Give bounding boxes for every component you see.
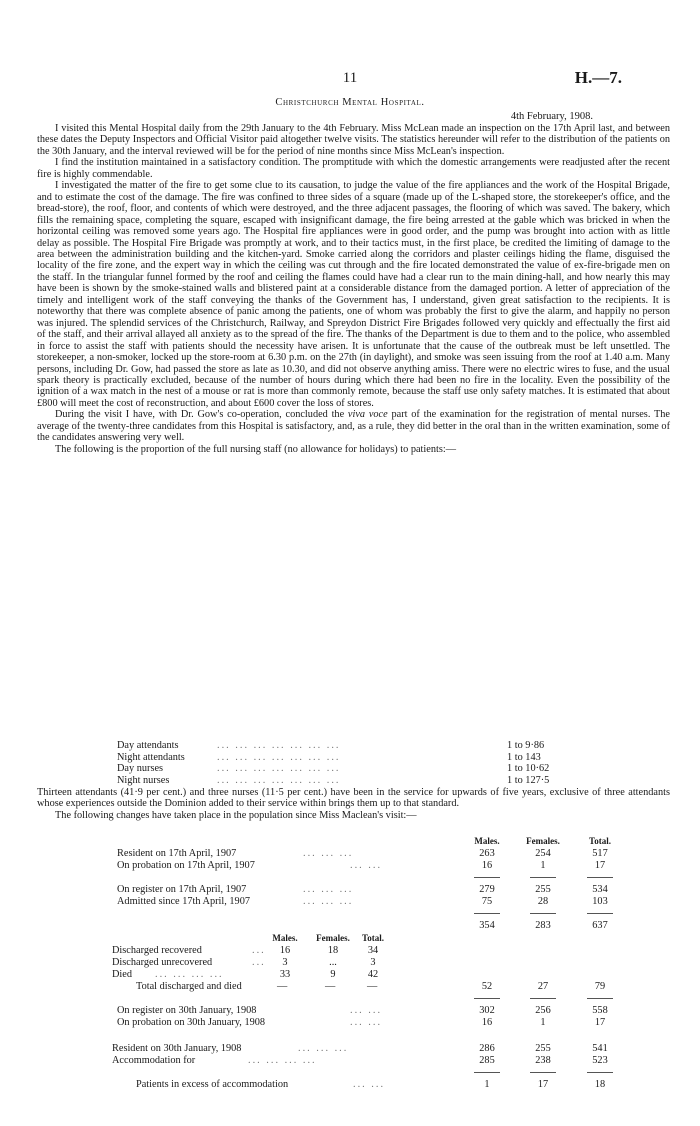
- row-label: Resident on 30th January, 1908: [112, 1043, 242, 1054]
- cell-total: 42: [367, 969, 379, 980]
- ratio-value: 1 to 10·62: [507, 763, 550, 774]
- rule: [474, 913, 500, 914]
- document-page: 11 H.—7. Christchurch Mental Hospital. 4th February, 1908. I visited this Mental Hospital daily from the 29th January to the 4th February. Miss McLean made an inspection on the 17th April last, and between these dates the Deputy Inspectors and Official Visitor paid altogether twelve visits. The statistics hereunder will refer to the distribution of the patients on the 30th January, and the interval reviewed will be for the period of nine months since Miss McLean's inspection. I find the institution maintained in a satisfactory condition. The promptitude with which the domestic arrangements were readjusted after the recent fire is highly commendable. I investigated the matter of the fire to get some clue to its causation, to judge the value of the fire appliances and the work of the Hospital Brigade, and to estimate the cost of the damage. The fire was confined to three sides of a square (made up of the L-shaped store, the storekeeper's office, and the bread-store), the roof, floor, and contents of which were destroyed, and the three adjacent passages, the flooring of which was saved. The bakery, which fills the remaining space, completing the square, escaped with insignificant damage, the fire being arrested at the gable which was bricked in when the horizontal ceiling was removed some years ago. The Hospital fire appliances were in good order, and the pump was brought into action with as little delay as possible. The Hospital Fire Brigade was promptly at work, and to their tactics must, in the first place, be credited the limiting of damage to the area between the administration building and the kitchen-yard. Smoke carried along the corridors and plaster ceilings hiding the flame, disguised the locality of the fire zone, and the expert way in which the ceiling was cut through and the fire located demonstrated the value of ex-fire-brigade men on the staff. In the triangular funnel formed by the roof and ceiling the flames could have had a clear run to the main dining-hall, and how nearly this may have been is shown by the smoke-stained walls and blistered paint at a considerable distance from the damaged portion. A letter of appreciation of the timely and intelligent work of the staff conveying the thanks of the Government has, I understand, given great satisfaction to the recipients. It is noteworthy that there was complete absence of panic among the patients, one of whom was probably the first to give the alarm, and happily no person was injured. The splendid services of the Christchurch, Railway, and Spreydon District Fire Brigades followed very quickly and effectually the first aid of the staff, and their arrival allayed all anxiety as to the spread of the fire. The thanks of the Department is due to them and to the police, who assembled in force to assist the staff with patients should the necessity have arisen. It is unfortunate that the cause of the outbreak must be left unsettled. The storekeeper, a non-smoker, locked up the store-room at 6.30 p.m. on the 27th (in daylight), and smoke was seen issuing from the roof at 1.40 a.m. Many persons, including Dr. Gow, had passed the store as late as 10.30, and did not observe anything amiss. There were no electric wires to fuse, and the usual spark theory is practically excluded, because of the number of hours during which there had been no fire in the locality. Even the possibility of the ignition of a wax match in the nest of a mouse or rat is more than commonly remote, because the staff use only safety matches. It is estimated that about £800 will meet the cost of reconstruction, and about £600 cover the loss of stores. During the visit I have, with Dr. Gow's co-operation, concluded the viva voce part of the examination for the registration of mental nurses. The average of the twenty-three candidates from this Hospital is satisfactory, and, as a rule, they did better in the oral than in the written examination, some of the candidates answering very well. The following is the proportion of the full nursing staff (no allowance for holidays) to patients:— Day attendants ... ... ... ... ... ... ... 1 to 9·86 Night attendants ... ... ... ... ... ... ... 1 to 143 Day nurses ... ... ... ... ... ... ... 1 to 10·62 Night nurses ... ... ... ... ... ... ... 1 to 127·5 Thirteen attendants (41·9 per cent.) and three nurses (11·5 per cent.) have been in the service for upwards of five years, exclusive of three attendants whose experiences outside the Dominion added to their service within brings them up to that standard. The following changes have taken place in the population since Miss Maclean's visit:— Males. Females. Total. Resident on 17th April, 1907 ... ... ... 263 254 517 On probation on 17th April, 1907 ... ... 16 1 17 On register on 17th April, 1907 ... ... ... 279 255 534 Admitted since 17th April, 1907 ... ... ... 75 28 103 354 283 637 Males. Females. Total. Discharged recovered ... 16 18 34 Discharged unrecovered ... 3 ... 3 Died ... ... ... ... 33 9 42 Total discharged and died — — — 52 27 79 On register on 30th January, 1908 ... ... 302 256 558 On probation on 30th January, 1908 ... ... 16 1 17 Resident on 30th January, 1908 ... ... ... 286 255 541 Accommodation for ... ... ... ... 285 238 523 Patients in excess of accommodation ... ... 1 17 18: [0, 0, 700, 1126]
- cell-females: ...: [329, 957, 337, 968]
- row-label: Total discharged and died: [136, 981, 242, 992]
- row-label: On probation on 30th January, 1908: [117, 1017, 266, 1028]
- cell-females: 1: [540, 1017, 546, 1028]
- row-label: On register on 17th April, 1907: [117, 884, 247, 895]
- cell-total: 517: [592, 848, 608, 859]
- subtotal-total: 637: [592, 920, 608, 931]
- cell-males: 52: [481, 981, 493, 992]
- cell-total: 3: [370, 957, 376, 968]
- cell-females: 18: [327, 945, 339, 956]
- ratio-row: Night nurses ... ... ... ... ... ... ... 1 to 127·5: [117, 775, 587, 787]
- cell-females: 254: [535, 848, 551, 859]
- rule: [474, 1072, 500, 1073]
- row-label: Patients in excess of accommodation: [136, 1079, 289, 1090]
- text: During the visit I have, with Dr. Gow's co-operation, concluded the: [55, 409, 348, 421]
- cell-males: 33: [279, 969, 291, 980]
- header-total: Total.: [589, 836, 611, 846]
- rule: [474, 877, 500, 878]
- row-label: Discharged recovered: [112, 945, 202, 956]
- header-males: Males.: [474, 836, 500, 846]
- cell-females: 9: [330, 969, 336, 980]
- cell-total: 541: [592, 1043, 608, 1054]
- ratio-label: Day nurses: [117, 763, 164, 774]
- cell-females: 255: [535, 884, 551, 895]
- row-label: Died: [112, 969, 133, 980]
- cell-males: 286: [479, 1043, 495, 1054]
- subtotal-females: 283: [535, 920, 551, 931]
- rule: [530, 913, 556, 914]
- rule: [530, 877, 556, 878]
- sub-header-males: Males.: [272, 933, 298, 943]
- row-label: On probation on 17th April, 1907: [117, 860, 255, 871]
- cell-males: 285: [479, 1055, 495, 1066]
- rule: [587, 1072, 613, 1073]
- cell-females: 28: [537, 896, 549, 907]
- ratio-row: Day attendants ... ... ... ... ... ... ... 1 to 9·86: [117, 740, 587, 752]
- cell-total: 558: [592, 1005, 608, 1016]
- report-date: 4th February, 1908.: [510, 111, 593, 122]
- cell-total: 103: [592, 896, 608, 907]
- cell-males: 75: [481, 896, 493, 907]
- paragraph: I investigated the matter of the fire to get some clue to its causation, to judge the value of the fire appliances and the work of the Hospital Brigade, and to estimate the cost of the damage. The fire was confined to three sides of a square (made up of the L-shaped store, the storekeeper's office, and the bread-store), the roof, floor, and contents of which were destroyed, and the three adjacent passages, the flooring of which was saved. The bakery, which fills the remaining space, completing the square, escaped with insignificant damage, the fire being arrested at the gable which was bricked in when the horizontal ceiling was removed some years ago. The Hospital fire appliances were in good order, and the pump was brought into action with as little delay as possible. The Hospital Fire Brigade was promptly at work, and to their tactics must, in the first place, be credited the limiting of damage to the area between the administration building and the kitchen-yard. Smoke carried along the corridors and plaster ceilings hiding the flame, disguised the locality of the fire zone, and the expert way in which the ceiling was cut through and the fire located demonstrated the value of ex-fire-brigade men on the staff. In the triangular funnel formed by the roof and ceiling the flames could have had a clear run to the main dining-hall, and how nearly this may have been is shown by the smoke-stained walls and blistered paint at a considerable distance from the damaged portion. A letter of appreciation of the timely and intelligent work of the staff conveying the thanks of the Government has, I understand, given great satisfaction to the recipients. It is noteworthy that there was complete absence of panic among the patients, one of whom was probably the first to give the alarm, and happily no person was injured. The splendid services of the Christchurch, Railway, and Spreydon District Fire Brigades followed very quickly and effectually the first aid of the staff, and their arrival allayed all anxiety as to the spread of the fire. The thanks of the Department is due to them and to the police, who assembled in force to assist the staff with patients should the necessity have arisen. It is unfortunate that the cause of the outbreak must be left unsettled. The storekeeper, a non-smoker, locked up the store-room at 6.30 p.m. on the 27th (in daylight), and smoke was seen issuing from the roof at 1.40 a.m. Many persons, including Dr. Gow, had passed the store as late as 10.30, and did not observe anything amiss. There were no electric wires to fuse, and the usual spark theory is practically excluded, because of the number of hours during which there had been no fire in the locality. Even the possibility of the ignition of a wax match in the nest of a mouse or rat is more than commonly remote, because the staff use only safety matches. It is estimated that about £800 will meet the cost of reconstruction, and about £600 cover the loss of stores.: [37, 180, 670, 409]
- cell-total: 79: [594, 981, 606, 992]
- document-reference: H.—7.: [574, 68, 622, 87]
- rule: [587, 913, 613, 914]
- row-label: Resident on 17th April, 1907: [117, 848, 237, 859]
- rule: [587, 998, 613, 999]
- ratio-label: Day attendants: [117, 740, 179, 751]
- cell-females: 1: [540, 860, 546, 871]
- text: part of the examination for the registration of mental nurses. The average of the twenty-three candidates from this Hospital is satisfactory, and, as a rule, they did better in the oral than in the written examination, some of the candidates answering very well.: [37, 409, 670, 444]
- report-body: [37, 123, 670, 455]
- cell-females: 27: [537, 981, 549, 992]
- service-section: [37, 787, 670, 821]
- cell-males: 302: [479, 1005, 495, 1016]
- cell-males: 3: [282, 957, 288, 968]
- cell-males: 16: [279, 945, 291, 956]
- ratio-value: 1 to 127·5: [507, 774, 550, 786]
- paragraph: Thirteen attendants (41·9 per cent.) and three nurses (11·5 per cent.) have been in the service for upwards of five years, exclusive of three attendants whose experiences outside the Dominion added to their service within brings them up to that standard.: [37, 787, 670, 810]
- ratio-label: Night attendants: [117, 751, 185, 763]
- cell-total: 17: [594, 860, 606, 871]
- ratio-value: 1 to 143: [507, 751, 541, 763]
- rule: [474, 998, 500, 999]
- paragraph: I find the institution maintained in a satisfactory condition. The promptitude with which the domestic arrangements were readjusted after the recent fire is highly commendable.: [37, 157, 670, 180]
- page-title: Christchurch Mental Hospital.: [275, 97, 425, 108]
- emphasis: viva voce: [347, 409, 388, 421]
- rule: [530, 1072, 556, 1073]
- sub-header-females: Females.: [316, 933, 350, 943]
- paragraph: I visited this Mental Hospital daily from the 29th January to the 4th February. Miss McLean made an inspection on the 17th April last, and between these dates the Deputy Inspectors and Official Visitor paid altogether twelve visits. The statistics hereunder will refer to the distribution of the patients on the 30th January, and the interval reviewed will be for the period of nine months since Miss McLean's inspection.: [37, 123, 670, 157]
- cell-males: 1: [484, 1079, 490, 1090]
- staff-ratio-list: [117, 740, 587, 786]
- cell-total: 523: [592, 1055, 608, 1066]
- cell-total: 34: [367, 945, 379, 956]
- ratio-value: 1 to 9·86: [507, 740, 545, 751]
- cell-females: 256: [535, 1005, 551, 1016]
- cell-males: 279: [479, 884, 495, 895]
- cell-males: 16: [481, 1017, 493, 1028]
- ratio-label: Night nurses: [117, 774, 170, 786]
- subtotal-males: 354: [479, 920, 495, 931]
- cell-females: 238: [535, 1055, 551, 1066]
- row-label: Discharged unrecovered: [112, 957, 213, 968]
- cell-total: 534: [592, 884, 608, 895]
- cell-males: 263: [479, 848, 495, 859]
- paragraph: The following changes have taken place in the population since Miss Maclean's visit:—: [55, 809, 417, 821]
- paragraph: [37, 409, 670, 443]
- ratio-row: Day nurses ... ... ... ... ... ... ... 1 to 10·62: [117, 763, 587, 775]
- page-number: 11: [342, 70, 358, 86]
- header-females: Females.: [526, 836, 560, 846]
- cell-females: 255: [535, 1043, 551, 1054]
- cell-males: 16: [481, 860, 493, 871]
- cell-total: 17: [594, 1017, 606, 1028]
- row-label: Admitted since 17th April, 1907: [117, 896, 250, 907]
- cell-females: 17: [537, 1079, 549, 1090]
- cell-total: 18: [594, 1079, 606, 1090]
- rule: [587, 877, 613, 878]
- row-label: Accommodation for: [112, 1055, 196, 1066]
- row-label: On register on 30th January, 1908: [117, 1005, 257, 1016]
- paragraph: The following is the proportion of the full nursing staff (no allowance for holidays) to patients:—: [55, 443, 457, 455]
- sub-header-total: Total.: [362, 933, 384, 943]
- rule: [530, 998, 556, 999]
- ratio-row: Night attendants ... ... ... ... ... ... ... 1 to 143: [117, 752, 587, 764]
